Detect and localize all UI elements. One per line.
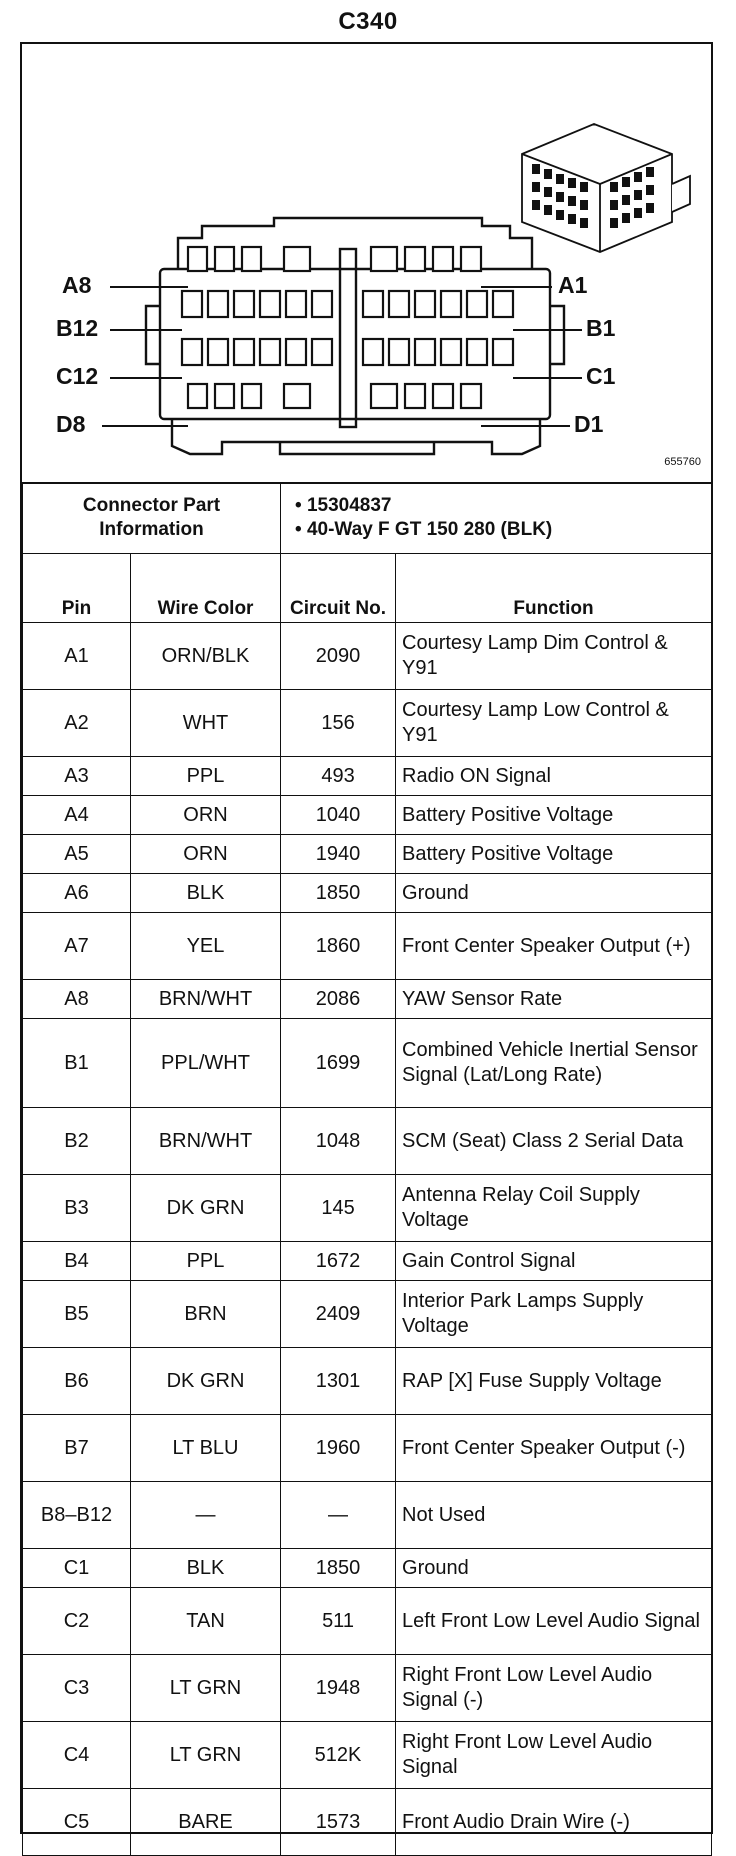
function-cell: YAW Sensor Rate (396, 980, 712, 1019)
circuit-cell: 493 (281, 757, 396, 796)
wire-color-cell: PPL (131, 1242, 281, 1281)
circuit-cell: 511 (281, 1588, 396, 1655)
function-cell: Ground (396, 1549, 712, 1588)
label-c1: C1 (586, 363, 616, 389)
function-cell: Combined Vehicle Inertial Sensor Signal (Lat/Long Rate) (396, 1019, 712, 1108)
function-cell: Front Center Speaker Output (+) (396, 913, 712, 980)
label-b1: B1 (586, 315, 616, 341)
pin-cell: B3 (23, 1175, 131, 1242)
table-row (23, 623, 712, 690)
wire-color-cell: ORN (131, 796, 281, 835)
label-d1: D1 (574, 411, 604, 437)
connector-document (20, 42, 713, 1834)
pin-cell: B1 (23, 1019, 131, 1108)
header-pin: Pin (23, 554, 131, 623)
circuit-cell: 145 (281, 1175, 396, 1242)
wire-color-cell: YEL (131, 913, 281, 980)
function-cell: Battery Positive Voltage (396, 835, 712, 874)
pin-cell: B5 (23, 1281, 131, 1348)
table-row (23, 1789, 712, 1856)
circuit-cell: 1699 (281, 1019, 396, 1108)
table-row (23, 1655, 712, 1722)
table-row (23, 1242, 712, 1281)
wire-color-cell: PPL (131, 757, 281, 796)
header-function: Function (396, 554, 712, 623)
circuit-cell: — (281, 1482, 396, 1549)
label-a8: A8 (62, 272, 92, 298)
circuit-cell: 1573 (281, 1789, 396, 1856)
label-b12: B12 (56, 315, 99, 341)
pin-cell: A8 (23, 980, 131, 1019)
wire-color-cell: BARE (131, 1789, 281, 1856)
connector-info-row (23, 483, 712, 554)
circuit-cell: 1948 (281, 1655, 396, 1722)
pinout-rows (23, 623, 712, 1856)
pin-cell: C3 (23, 1655, 131, 1722)
table-row (23, 874, 712, 913)
table-row (23, 1348, 712, 1415)
wire-color-cell: DK GRN (131, 1348, 281, 1415)
table-row (23, 1588, 712, 1655)
circuit-cell: 1040 (281, 796, 396, 835)
figure-id: 655760 (664, 456, 701, 468)
function-cell: Courtesy Lamp Dim Control & Y91 (396, 623, 712, 690)
function-cell: Not Used (396, 1482, 712, 1549)
pin-cell: B8–B12 (23, 1482, 131, 1549)
table-row (23, 1722, 712, 1789)
wire-color-cell: ORN (131, 835, 281, 874)
connector-description: • 40-Way F GT 150 280 (BLK) (295, 519, 553, 540)
pin-cell: A7 (23, 913, 131, 980)
connector-info-label: Connector Part Information (23, 483, 281, 554)
pin-cell: B2 (23, 1108, 131, 1175)
function-cell: Right Front Low Level Audio Signal (-) (396, 1655, 712, 1722)
circuit-cell: 156 (281, 690, 396, 757)
circuit-cell: 512K (281, 1722, 396, 1789)
wire-color-cell: BLK (131, 1549, 281, 1588)
connector-title: C340 (338, 8, 398, 35)
function-cell: Radio ON Signal (396, 757, 712, 796)
wire-color-cell: BRN/WHT (131, 980, 281, 1019)
pin-cell: B7 (23, 1415, 131, 1482)
wire-color-cell: LT GRN (131, 1722, 281, 1789)
wire-color-cell: — (131, 1482, 281, 1549)
table-row (23, 1482, 712, 1549)
circuit-cell: 1860 (281, 913, 396, 980)
label-d8: D8 (56, 411, 86, 437)
wire-color-cell: ORN/BLK (131, 623, 281, 690)
circuit-cell: 1301 (281, 1348, 396, 1415)
connector-info-values (281, 483, 712, 554)
circuit-cell: 1940 (281, 835, 396, 874)
pin-cell: C4 (23, 1722, 131, 1789)
connector-diagram (22, 44, 711, 484)
pinout-table (22, 482, 712, 1856)
pin-cell: A5 (23, 835, 131, 874)
circuit-cell: 1672 (281, 1242, 396, 1281)
function-cell: RAP [X] Fuse Supply Voltage (396, 1348, 712, 1415)
pin-cell: A3 (23, 757, 131, 796)
pin-cell: B4 (23, 1242, 131, 1281)
table-row (23, 1108, 712, 1175)
table-row (23, 1549, 712, 1588)
pin-cell: A4 (23, 796, 131, 835)
wire-color-cell: TAN (131, 1588, 281, 1655)
table-row (23, 835, 712, 874)
function-cell: Left Front Low Level Audio Signal (396, 1588, 712, 1655)
function-cell: Ground (396, 874, 712, 913)
wire-color-cell: WHT (131, 690, 281, 757)
wire-color-cell: PPL/WHT (131, 1019, 281, 1108)
function-cell: Front Audio Drain Wire (-) (396, 1789, 712, 1856)
pin-cell: B6 (23, 1348, 131, 1415)
table-row (23, 796, 712, 835)
function-cell: Battery Positive Voltage (396, 796, 712, 835)
pin-cell: C1 (23, 1549, 131, 1588)
function-cell: Interior Park Lamps Supply Voltage (396, 1281, 712, 1348)
circuit-cell: 1960 (281, 1415, 396, 1482)
table-row (23, 757, 712, 796)
pin-cell: C2 (23, 1588, 131, 1655)
label-a1: A1 (558, 272, 588, 298)
circuit-cell: 2409 (281, 1281, 396, 1348)
table-row (23, 1415, 712, 1482)
label-c12: C12 (56, 363, 99, 389)
table-header (23, 554, 712, 623)
table-row (23, 690, 712, 757)
function-cell: Right Front Low Level Audio Signal (396, 1722, 712, 1789)
pin-cell: A1 (23, 623, 131, 690)
table-row (23, 1019, 712, 1108)
wire-color-cell: DK GRN (131, 1175, 281, 1242)
header-circuit: Circuit No. (281, 554, 396, 623)
wire-color-cell: BLK (131, 874, 281, 913)
header-wire-color: Wire Color (131, 554, 281, 623)
function-cell: Courtesy Lamp Low Control & Y91 (396, 690, 712, 757)
circuit-cell: 1850 (281, 874, 396, 913)
part-number: • 15304837 (295, 495, 392, 516)
circuit-cell: 1048 (281, 1108, 396, 1175)
circuit-cell: 2086 (281, 980, 396, 1019)
table-row (23, 980, 712, 1019)
function-cell: Gain Control Signal (396, 1242, 712, 1281)
table-row (23, 1281, 712, 1348)
table-row (23, 1175, 712, 1242)
pin-cell: C5 (23, 1789, 131, 1856)
table-row (23, 913, 712, 980)
function-cell: SCM (Seat) Class 2 Serial Data (396, 1108, 712, 1175)
function-cell: Antenna Relay Coil Supply Voltage (396, 1175, 712, 1242)
pin-cell: A2 (23, 690, 131, 757)
wire-color-cell: LT GRN (131, 1655, 281, 1722)
circuit-cell: 1850 (281, 1549, 396, 1588)
function-cell: Front Center Speaker Output (-) (396, 1415, 712, 1482)
pin-cell: A6 (23, 874, 131, 913)
wire-color-cell: BRN/WHT (131, 1108, 281, 1175)
wire-color-cell: BRN (131, 1281, 281, 1348)
wire-color-cell: LT BLU (131, 1415, 281, 1482)
circuit-cell: 2090 (281, 623, 396, 690)
connector-face-drawing (22, 44, 711, 482)
